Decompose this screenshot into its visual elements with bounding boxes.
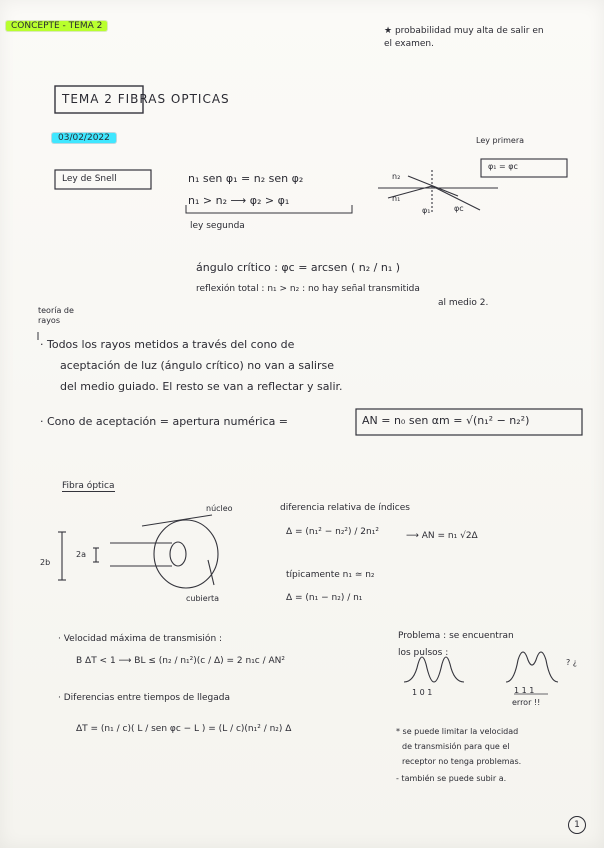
- pulse-bits-2: 1 1 1: [514, 686, 535, 695]
- pulse-bits-1: 1 0 1: [412, 688, 433, 697]
- tipicamente: típicamente n₁ ≃ n₂: [286, 570, 375, 580]
- problem-title2: los pulsos :: [398, 648, 449, 658]
- diagram-box-text: φ₁ = φc: [488, 162, 518, 171]
- snell-label: Ley de Snell: [62, 174, 117, 184]
- rays-line2: aceptación de luz (ángulo crítico) no van a salirse: [60, 359, 335, 372]
- nucleo-label: núcleo: [206, 504, 233, 513]
- an-delta: ⟶ AN = n₁ √2Δ: [406, 531, 478, 541]
- delta-formula: Δ = (n₁² − n₂²) / 2n₁²: [286, 527, 379, 537]
- diagram-n1: n₁: [392, 194, 401, 203]
- arrival-title: · Diferencias entre tiempos de llegada: [58, 693, 230, 703]
- an-formula: AN = n₀ sen αm = √(n₁² − n₂²): [362, 414, 530, 427]
- diagram-note: Ley primera: [476, 136, 525, 145]
- diagram-phi1: φ₁: [422, 206, 431, 215]
- problem-title: Problema : se encuentran: [398, 631, 514, 641]
- header-note: [384, 25, 554, 51]
- star-icon: ★: [384, 26, 395, 36]
- snell-ray-diagram: [378, 159, 567, 214]
- diff-title: diferencia relativa de índices: [280, 503, 410, 513]
- page-title: TEMA 2 FIBRAS OPTICAS: [62, 92, 230, 106]
- rays-line3: del medio guiado. El resto se van a reflectar y salir.: [60, 380, 343, 393]
- cone-label: · Cono de aceptación = apertura numérica =: [40, 415, 289, 428]
- header-note-text: probabilidad muy alta de salir en el examen.: [384, 26, 544, 49]
- snell-eq1: n₁ sen φ₁ = n₂ sen φ₂: [188, 172, 304, 185]
- rays-line1: · Todos los rayos metidos a través del cono de: [40, 338, 295, 351]
- error-note: error !!: [512, 698, 541, 707]
- speed-title: · Velocidad máxima de transmisión :: [58, 634, 223, 644]
- dim-2b: 2b: [40, 558, 51, 567]
- critical-angle: ángulo crítico : φc = arcsen ( n₂ / n₁ ): [196, 261, 401, 274]
- page-number: 1: [568, 816, 586, 834]
- note4: - también se puede subir a.: [396, 774, 507, 783]
- total-reflection-2: al medio 2.: [438, 298, 489, 308]
- cubierta-label: cubierta: [186, 594, 220, 603]
- note2: de transmisión para que el: [402, 742, 510, 751]
- header-tag: CONCEPTE - TEMA 2: [6, 21, 107, 31]
- note1: * se puede limitar la velocidad: [396, 727, 519, 736]
- diagram-n2: n₂: [392, 172, 401, 181]
- fiber-label: Fibra óptica: [62, 481, 115, 491]
- note3: receptor no tenga problemas.: [402, 757, 522, 766]
- total-reflection: reflexión total : n₁ > n₂ : no hay señal transmitida: [196, 284, 420, 294]
- delta2: Δ = (n₁ − n₂) / n₁: [286, 593, 363, 603]
- rays-margin: teoría de rayos: [38, 306, 74, 325]
- dim-2a: 2a: [76, 550, 86, 559]
- arrival-eq: ΔT = (n₁ / c)( L / sen φc − L ) = (L / c)(n₁² / n₂) Δ: [76, 724, 292, 734]
- diagram-phic: φc: [454, 204, 464, 213]
- date-tag: 03/02/2022: [52, 133, 116, 143]
- pulse-question: ? ¿: [566, 658, 578, 667]
- snell-eq2: n₁ > n₂ ⟶ φ₂ > φ₁: [188, 194, 290, 207]
- speed-eq: B ΔT < 1 ⟶ BL ≤ (n₂ / n₁²)(c / Δ) = 2 n₁c / AN²: [76, 656, 286, 666]
- snell-eq2-note: ley segunda: [190, 221, 245, 231]
